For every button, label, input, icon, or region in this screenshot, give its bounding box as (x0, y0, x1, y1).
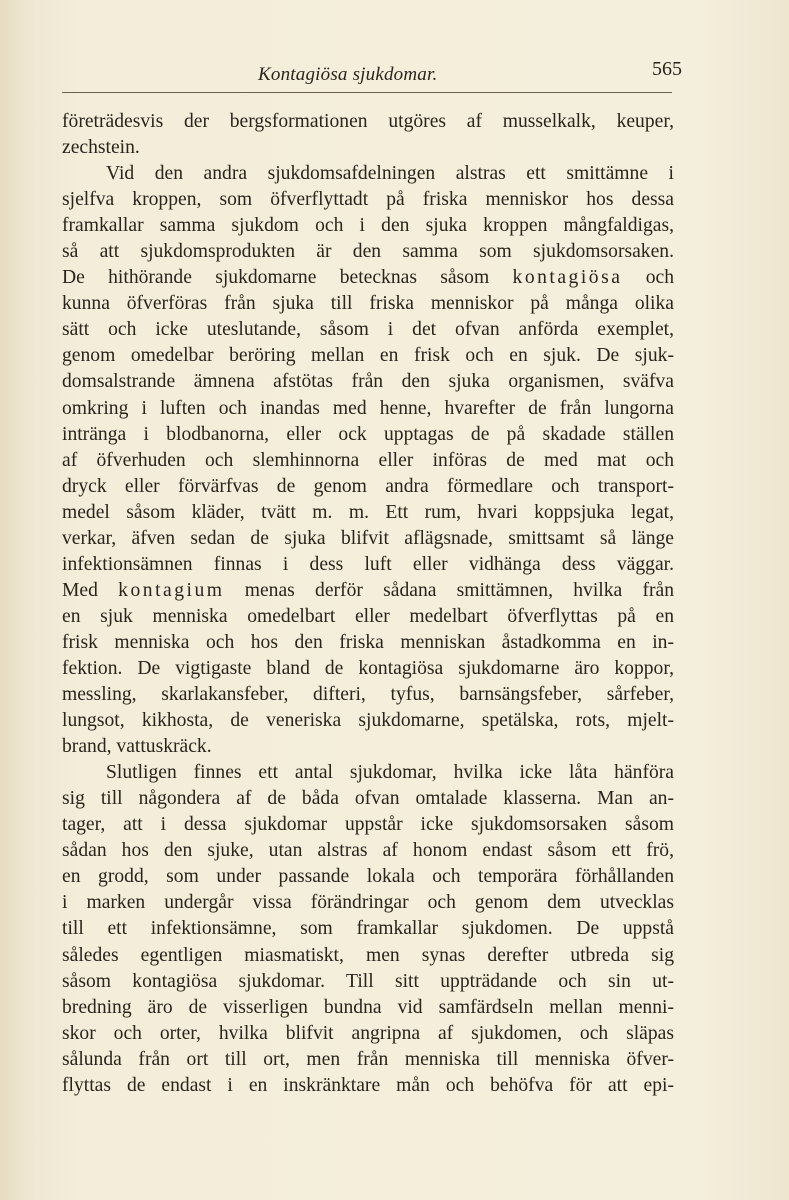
text-line: messling, skarlakansfeber, difteri, tyfus, barnsängsfeber, sårfeber, (62, 684, 674, 706)
text-line: sålunda från ort till ort, men från menniska till menniska öfver- (62, 1048, 674, 1070)
text-segment: De hithörande sjukdomarne betecknas såsom (62, 267, 490, 289)
text-line: en sjuk menniska omedelbart eller medelbart öfverflyttas på en (62, 605, 674, 627)
text-line: en grodd, som under passande lokala och temporära förhållanden (62, 866, 674, 888)
running-title: Kontagiösa sjukdomar. (258, 64, 438, 85)
text-line: bredning äro de visserligen bundna vid samfärdseln mellan menni- (62, 996, 674, 1018)
text-line: företrädesvis der bergsformationen utgöres af musselkalk, keuper, (62, 111, 674, 132)
text-line: således egentligen miasmatiskt, men synas derefter utbreda sig (62, 944, 674, 966)
text-line: Slutligen finnes ett antal sjukdomar, hvilka icke låta hänföra (106, 762, 674, 784)
text-line: fektion. De vigtigaste bland de kontagiösa sjukdomarne äro koppor, (62, 657, 674, 679)
text-line: genom omedelbar beröring mellan en frisk och en sjuk. De sjuk- (62, 345, 674, 367)
text-line: skor och orter, hvilka blifvit angripna af sjukdomen, och släpas (62, 1022, 674, 1044)
text-line: i marken undergår vissa förändringar och genom dem utvecklas (62, 892, 674, 914)
spaced-term-kontagium: kontagium (118, 579, 225, 601)
text-line: sådan hos den sjuke, utan alstras af honom endast såsom ett frö, (62, 840, 674, 862)
text-line: omkring i luften och inandas med henne, hvarefter de från lungorna (62, 397, 674, 419)
text-line: kunna öfverföras från sjuka till friska menniskor på många olika (62, 293, 674, 315)
text-line: zechstein. (62, 137, 140, 159)
text-line: lungsot, kikhosta, de veneriska sjukdomarne, spetälska, rots, mjelt- (62, 710, 674, 732)
text-line-with-emphasis (62, 578, 674, 604)
text-line: så att sjukdomsprodukten är den samma som sjukdomsorsaken. (62, 241, 674, 263)
spaced-term-kontagiosa: kontagiösa (512, 267, 623, 289)
text-line: framkallar samma sjukdom och i den sjuka kroppen mångfaldigas, (62, 215, 674, 237)
page-number: 565 (652, 58, 682, 80)
text-segment: och (645, 267, 674, 289)
text-line: brand, vattuskräck. (62, 736, 212, 758)
page-header (62, 58, 682, 92)
text-line: sjelfva kroppen, som öfverflyttadt på friska menniskor hos dessa (62, 189, 674, 211)
text-segment: menas derför sådana smittämnen, hvilka från (244, 579, 674, 601)
text-line: tager, att i dessa sjukdomar uppstår icke sjukdomsorsaken såsom (62, 814, 674, 836)
header-rule (62, 92, 672, 93)
body-text (62, 109, 674, 1099)
text-line: infektionsämnen finnas i dess luft eller vidhänga dess väggar. (62, 553, 674, 575)
text-line: intränga i blodbanorna, eller ock upptagas de på skadade ställen (62, 423, 674, 445)
text-line-with-emphasis (62, 265, 674, 291)
text-line: verkar, äfven sedan de sjuka blifvit aflägsnade, smittsamt så länge (62, 527, 674, 549)
text-line: till ett infektionsämne, som framkallar sjukdomen. De uppstå (62, 918, 674, 940)
text-line: sätt och icke uteslutande, såsom i det ofvan anförda exemplet, (62, 319, 674, 341)
text-line: Vid den andra sjukdomsafdelningen alstras ett smittämne i (106, 163, 674, 185)
text-line: domsalstrande ämnena afstötas från den sjuka organismen, sväfva (62, 371, 674, 393)
text-line: såsom kontagiösa sjukdomar. Till sitt uppträdande och sin ut- (62, 970, 674, 992)
text-line: dryck eller förvärfvas de genom andra förmedlare och transport- (62, 475, 674, 497)
text-line: medel såsom kläder, tvätt m. m. Ett rum, hvari koppsjuka legat, (62, 501, 674, 523)
text-segment: Med (62, 579, 98, 601)
text-line: flyttas de endast i en inskränktare mån och behöfva för att epi- (62, 1074, 674, 1096)
text-line: sig till någondera af de båda ofvan omtalade klasserna. Man an- (62, 788, 674, 810)
text-line: af öfverhuden och slemhinnorna eller införas de med mat och (62, 449, 674, 471)
text-line: frisk menniska och hos den friska menniskan åstadkomma en in- (62, 631, 674, 653)
